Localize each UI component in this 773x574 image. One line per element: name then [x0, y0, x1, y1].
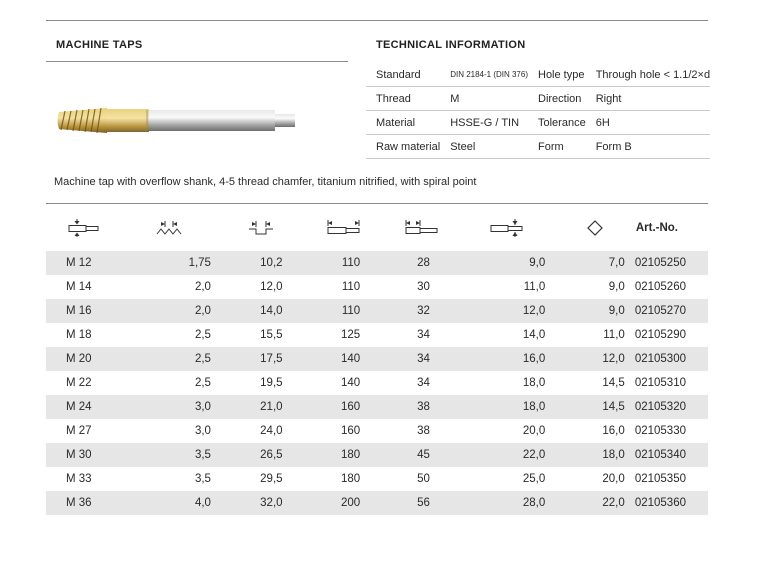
core-diameter-cell: 21,0 [219, 395, 303, 419]
core-diameter-cell: 17,5 [219, 347, 303, 371]
shank-diameter-cell: 9,0 [458, 251, 555, 275]
square-size-cell: 16,0 [602, 425, 625, 437]
total-length-header [303, 205, 387, 251]
tech-row [366, 63, 710, 87]
total-length-cell: 160 [340, 425, 361, 437]
square-size-icon [586, 219, 604, 237]
shank-diameter-cell: 22,0 [458, 443, 555, 467]
shank-diameter-icon [489, 219, 525, 237]
core-diameter-cell: 32,0 [219, 491, 303, 515]
top-rule [46, 20, 708, 21]
pitch-cell: 3,0 [122, 395, 219, 419]
square-size-cell: 20,0 [602, 473, 625, 485]
art-no-cell: 02105360 [635, 491, 708, 515]
art-no-header [635, 205, 708, 251]
size-cell: M 22 [66, 377, 92, 389]
shank-diameter-cell: 18,0 [522, 377, 546, 389]
art-no-cell: 02105330 [634, 425, 686, 437]
table-row [46, 371, 708, 395]
core-diameter-cell: 14,0 [219, 299, 303, 323]
specifications-table [46, 205, 708, 515]
thread-length-cell: 38 [386, 395, 458, 419]
table-top-rule [46, 203, 708, 204]
tech-row [366, 135, 710, 159]
total-length-cell: 110 [303, 299, 387, 323]
square-size-cell: 14,5 [602, 377, 625, 389]
shank-diameter-cell: 28,0 [458, 491, 555, 515]
pitch-cell: 4,0 [122, 491, 219, 515]
core-diameter-header [219, 205, 303, 251]
tech-value: Form B [586, 135, 710, 159]
nominal-diameter-icon [66, 219, 102, 237]
square-size-cell: 9,0 [608, 281, 625, 293]
tech-label: Hole type [528, 63, 586, 87]
shank-diameter-cell: 20,0 [522, 425, 546, 437]
thread-length-cell: 34 [417, 329, 430, 341]
pitch-cell: 3,0 [194, 425, 211, 437]
specifications-table-body [46, 251, 708, 515]
size-cell: M 36 [46, 491, 122, 515]
thread-length-cell: 34 [386, 347, 458, 371]
thread-length-cell: 30 [417, 281, 430, 293]
square-size-cell: 22,0 [555, 491, 635, 515]
nominal-diameter-header [46, 205, 122, 251]
technical-information-heading: TECHNICAL INFORMATION [376, 39, 526, 51]
machine-tap-image [47, 66, 305, 170]
square-size-header [555, 205, 635, 251]
tech-value: DIN 2184-1 (DIN 376) [440, 63, 528, 87]
thread-length-cell: 34 [417, 377, 430, 389]
tech-row [366, 87, 710, 111]
table-row [46, 299, 708, 323]
tech-label: Direction [528, 87, 586, 111]
core-diameter-cell: 29,5 [260, 473, 283, 485]
total-length-icon [326, 219, 362, 237]
tech-value: Right [586, 87, 710, 111]
table-row [46, 323, 708, 347]
core-diameter-icon [246, 219, 276, 237]
thread-length-cell: 50 [417, 473, 430, 485]
art-no-label: Art.-No. [635, 222, 678, 234]
total-length-cell: 140 [303, 347, 387, 371]
size-cell: M 16 [46, 299, 122, 323]
art-no-cell: 02105270 [635, 299, 708, 323]
size-cell: M 30 [46, 443, 122, 467]
table-row [46, 347, 708, 371]
square-size-cell: 9,0 [555, 299, 635, 323]
table-header-row [46, 205, 708, 251]
pitch-cell: 2,5 [194, 329, 211, 341]
tech-label: Thread [366, 87, 440, 111]
tech-label: Form [528, 135, 586, 159]
core-diameter-cell: 10,2 [219, 251, 303, 275]
technical-info-table [366, 63, 710, 159]
thread-length-cell: 45 [386, 443, 458, 467]
pitch-cell: 2,5 [122, 347, 219, 371]
table-row [46, 419, 708, 443]
table-row [46, 275, 708, 299]
shank-diameter-cell: 11,0 [523, 281, 546, 293]
tech-value: 6H [586, 111, 710, 135]
total-length-cell: 160 [303, 395, 387, 419]
size-cell: M 27 [66, 425, 92, 437]
tech-value: Through hole < 1.1/2×d [586, 63, 710, 87]
shank-diameter-cell: 25,0 [522, 473, 546, 485]
art-no-cell: 02105250 [635, 251, 708, 275]
thread-pitch-icon [155, 219, 185, 237]
table-row [46, 251, 708, 275]
core-diameter-cell: 15,5 [260, 329, 283, 341]
core-diameter-cell: 12,0 [260, 281, 283, 293]
art-no-cell: 02105300 [635, 347, 708, 371]
pitch-cell: 2,0 [122, 299, 219, 323]
pitch-cell: 3,5 [194, 473, 211, 485]
total-length-cell: 200 [303, 491, 387, 515]
machine-taps-heading: MACHINE TAPS [56, 39, 143, 51]
size-cell: M 12 [46, 251, 122, 275]
core-diameter-cell: 19,5 [260, 377, 283, 389]
pitch-cell: 3,5 [122, 443, 219, 467]
shank-diameter-cell: 12,0 [458, 299, 555, 323]
thread-length-cell: 56 [386, 491, 458, 515]
tech-label: Material [366, 111, 440, 135]
shank-diameter-header [458, 205, 555, 251]
table-row [46, 395, 708, 419]
core-diameter-cell: 26,5 [219, 443, 303, 467]
art-no-cell: 02105260 [634, 281, 686, 293]
total-length-cell: 125 [340, 329, 361, 341]
thread-length-cell: 28 [386, 251, 458, 275]
size-cell: M 33 [66, 473, 92, 485]
product-description: Machine tap with overflow shank, 4-5 thread chamfer, titanium nitrified, with spiral point [54, 176, 477, 188]
table-row [46, 491, 708, 515]
art-no-cell: 02105350 [634, 473, 686, 485]
shank-diameter-cell: 16,0 [458, 347, 555, 371]
thread-pitch-header [122, 205, 219, 251]
tech-value: M [440, 87, 528, 111]
thread-length-cell: 38 [417, 425, 430, 437]
art-no-cell: 02105290 [634, 329, 686, 341]
tech-value: HSSE-G / TIN [440, 111, 528, 135]
thread-length-cell: 32 [386, 299, 458, 323]
tech-row [366, 111, 710, 135]
pitch-cell: 1,75 [122, 251, 219, 275]
tech-label: Raw material [366, 135, 440, 159]
art-no-cell: 02105320 [635, 395, 708, 419]
art-no-cell: 02105340 [635, 443, 708, 467]
table-row [46, 467, 708, 491]
size-cell: M 20 [46, 347, 122, 371]
table-row [46, 443, 708, 467]
thread-length-icon [404, 219, 440, 237]
shank-diameter-cell: 18,0 [458, 395, 555, 419]
art-no-cell: 02105310 [634, 377, 686, 389]
total-length-cell: 140 [340, 377, 361, 389]
total-length-cell: 180 [303, 443, 387, 467]
left-heading-rule [46, 61, 348, 62]
pitch-cell: 2,0 [194, 281, 211, 293]
size-cell: M 24 [46, 395, 122, 419]
square-size-cell: 14,5 [555, 395, 635, 419]
square-size-cell: 7,0 [555, 251, 635, 275]
square-size-cell: 18,0 [555, 443, 635, 467]
total-length-cell: 110 [341, 281, 361, 293]
size-cell: M 18 [66, 329, 92, 341]
core-diameter-cell: 24,0 [260, 425, 283, 437]
size-cell: M 14 [66, 281, 92, 293]
pitch-cell: 2,5 [194, 377, 211, 389]
tech-value: Steel [440, 135, 528, 159]
square-size-cell: 12,0 [555, 347, 635, 371]
tech-label: Tolerance [528, 111, 586, 135]
total-length-cell: 180 [340, 473, 361, 485]
thread-length-header [386, 205, 458, 251]
square-size-cell: 11,0 [603, 329, 625, 341]
tech-label: Standard [366, 63, 440, 87]
total-length-cell: 110 [303, 251, 387, 275]
shank-diameter-cell: 14,0 [522, 329, 546, 341]
